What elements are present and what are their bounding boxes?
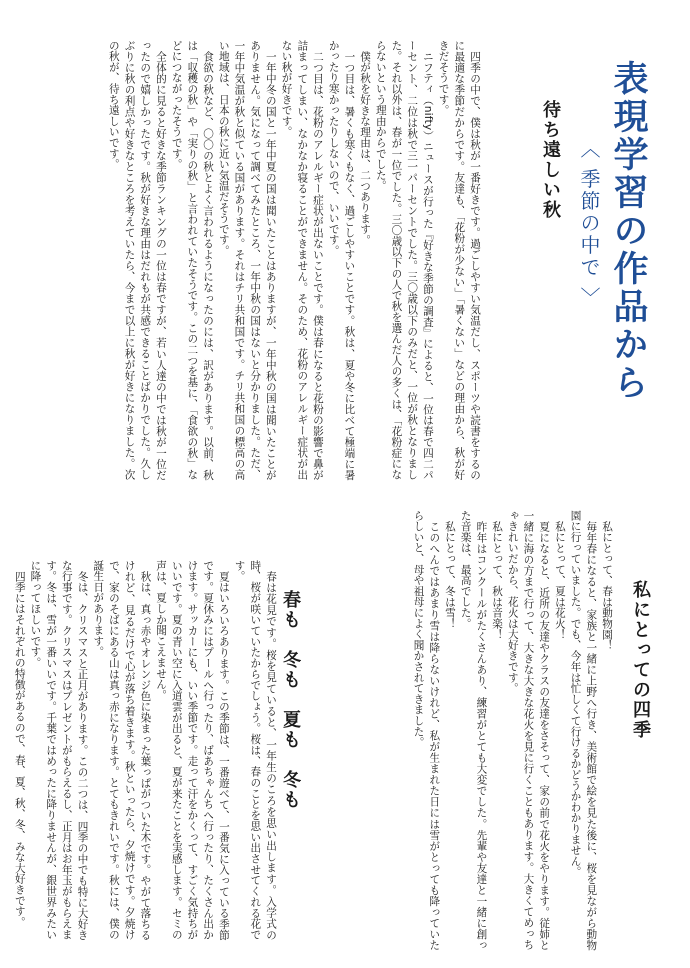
essay-title-four-seasons: 私にとっての四季 xyxy=(630,580,651,740)
paragraph: 二つ目は、花粉のアレルギー症状が出ないことです。僕は春になると花粉の影響で鼻が詰まってしまい、なかなか寝ることができません。そのため、花粉のアレルギー症状が出ない秋が好きです。 xyxy=(280,40,324,480)
paragraph: 私にとって、冬は雪！ xyxy=(443,520,456,629)
essay-body-autumn xyxy=(22,40,482,480)
paragraph: 僕が秋を好きな理由は、二つあります。 xyxy=(359,50,372,245)
paragraph: 四季にはそれぞれの特徴があるので、春、夏、秋、冬、みな大好きです。 xyxy=(13,570,26,927)
paragraph: 私にとって、春は動物園！ xyxy=(601,520,613,651)
paragraph: 毎年春になると、家族と一緒に上野へ行き、美術館で絵を見た後に、桜を見ながら動物園に行っていました。でも、今年は忙しくて行けるかどうかわかりません。 xyxy=(569,510,598,950)
paragraph: 四季の中で、僕は秋が一番好きです。過ごしやすい気温だし、スポーツや読書をするのに最適な季節だからです。友達も、「花粉が少ない」「暑くない」などの理由から、秋が好きだそうです。 xyxy=(437,40,481,480)
paragraph: 秋は、真っ赤やオレンジ色に染まった葉っぱがついた木です。やがて落ちるけれど、見るだけで心が落ち着きます。秋といったら、夕焼けです。夕焼けで、家のそばにある山は真っ赤になります。とてもきれいです。秋には、僕の誕生日があります。 xyxy=(92,560,152,940)
paragraph: ニフティ（nifty）ニュースが行った『好きな季節の調査』によると、一位は春で四二パーセント、二位は秋で三一パーセントでした。三〇歳以下のみだと、一位が秋となりました。それ以外は、春が一位でした。三〇歳以下の人で秋を選んだ人の多くは、「花粉症にならないという理由からでした。 xyxy=(374,40,434,480)
page-title: 表現学習の作品から xyxy=(608,60,648,402)
paragraph: 一年中冬の国と一年中夏の国は聞いたことはありますが、一年中秋の国は聞いたことがありません。気になって調べてみたところ、一年中秋の国はないと分かりました。ただ、一年中気温が秋と似ている国があります。それはチリ共和国です。チリ共和国の標高の高い地域は、日本の秋に近い気温だそうです。 xyxy=(217,40,277,480)
paragraph: 春は花見です。桜を見ていると、一年生のころを思い出します。入学式の時、桜が咲いていたからでしょう。桜は、春のことを思い出させてくれる花です。 xyxy=(233,560,277,940)
paragraph: 冬は、クリスマスと正月があります。この二つは、四季の中でも特に大好きな行事です。クリスマスはプレゼントがもらえるし、正月はお年玉がもらえます。冬は、雪が一番いいです。千葉ではめったに降りませんが、銀世界みたいに降ってほしいです。 xyxy=(29,560,89,940)
paragraph: 夏はいろいろあります。この季節は、一番遊べて、一番気に入っている季節です。夏休みにはプールへ行ったり、ばあちゃんちへ行ったり、たくさん出かけます。サッカーにも、いい季節です。走って汗をかくって、すごく気持ちがいいです。夏の青い空に入道雲が出ると、夏が来たことを実感します。セミの声は、夏しか聞こえません。 xyxy=(155,560,230,940)
page-subtitle: 〈 季節の中で 〉 xyxy=(577,138,601,309)
paragraph: 私にとって、夏は花火！ xyxy=(553,520,566,640)
paragraph: 全体的に見ると好きな季節ランキングの一位は春ですが、若い人達の中では秋が一位だったので嬉しかったです。秋が好きな理由はだれもが共感できることばかりでした。久しぶりに秋の利点や好きなところを考えていたら、今まで以上に秋が好きになりました。次の秋が、待ち遠しいです。 xyxy=(107,40,167,480)
paragraph: このへんではあまり雪は降らないけれど、私が生まれた日には雪がとっても降っていたらしいと、母や祖母によく聞かされてきました。 xyxy=(412,510,441,950)
paragraph: 昨年はコンクールがたくさんあり、練習がとても大変でした。先輩や友達と一緒に創った音楽は、最高でした。 xyxy=(459,510,488,950)
essay-body-four-seasons xyxy=(312,510,614,950)
essay-title-autumn: 待ち遠しい秋 xyxy=(540,100,561,220)
essay-body-seasons xyxy=(13,560,278,940)
paragraph: 夏になると、近所の友達やクラスの友達をさそって、家の前で花火をやります。従姉と一緒に海の方まで行って、大きな大きな花火を見に行くこともあります。大きくてめっちゃきれいだから、花火は大好きです。 xyxy=(506,510,551,950)
essay-title-seasons: 春も 冬も 夏も 冬も xyxy=(280,590,301,810)
paragraph: 一つ目は、暑くも寒くもなく、過ごしやすいことです。秋は、夏や冬に比べて極端に暑かったり寒かったりしないので、いいです。 xyxy=(327,40,356,480)
paragraph: 食欲の秋など、〇〇の秋とよく言われるようになったのには、訳があります。以前、秋は「収穫の秋」や「実りの秋」と言われていたそうです。この二つを基に、「食欲の秋」などにつながったそうです。 xyxy=(170,40,215,480)
paragraph: 私にとって、秋は音楽！ xyxy=(491,520,504,640)
